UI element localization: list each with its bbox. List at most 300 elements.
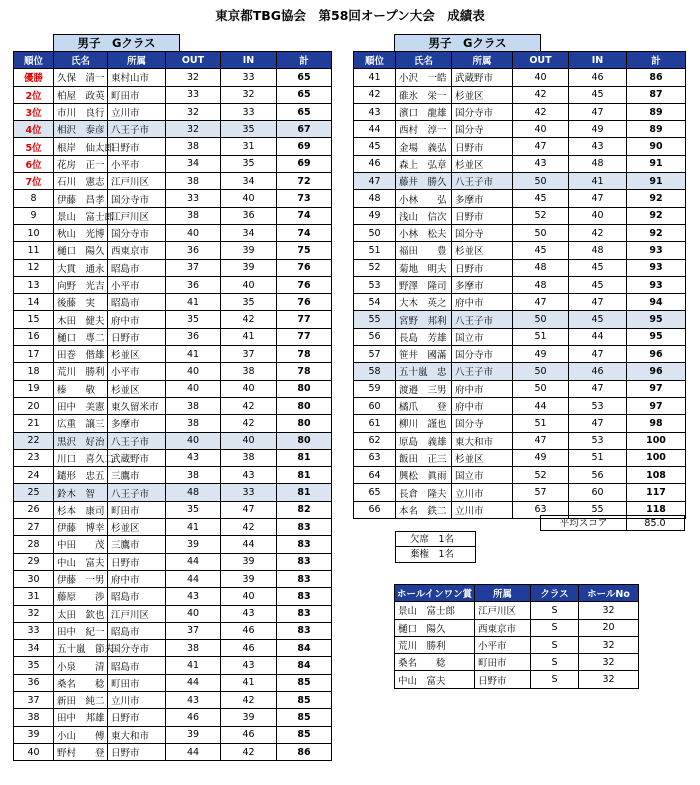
- in-cell: 43: [221, 467, 277, 484]
- out-cell: 57: [513, 484, 569, 501]
- rank-cell: 66: [354, 501, 396, 518]
- table-row: [14, 328, 332, 345]
- table-row: [354, 449, 686, 466]
- out-cell: 40: [513, 69, 569, 86]
- total-cell: 65: [277, 103, 332, 120]
- total-cell: 80: [277, 432, 332, 449]
- rank-cell: 63: [354, 449, 396, 466]
- total-cell: 69: [277, 155, 332, 172]
- hio-affiliation-cell: 日野市: [475, 671, 531, 688]
- out-cell: 50: [513, 173, 569, 190]
- in-cell: 37: [221, 346, 277, 363]
- name-cell: 長島 芳雄: [396, 328, 452, 345]
- table-row: [354, 380, 686, 397]
- in-cell: 43: [569, 138, 627, 155]
- name-cell: 榛 敬: [54, 380, 108, 397]
- affiliation-cell: 三鷹市: [108, 467, 166, 484]
- out-cell: 46: [166, 709, 221, 726]
- rank-cell: 51: [354, 242, 396, 259]
- in-cell: 42: [221, 415, 277, 432]
- page-title: 東京都TBG協会 第58回オープン大会 成績表: [215, 8, 485, 23]
- out-cell: 63: [513, 501, 569, 518]
- in-cell: 42: [221, 311, 277, 328]
- table-row: [395, 619, 639, 636]
- rank-cell: 30: [14, 570, 54, 587]
- affiliation-cell: 杉並区: [452, 155, 513, 172]
- hio-class-cell: S: [531, 671, 579, 688]
- total-cell: 86: [627, 69, 686, 86]
- affiliation-cell: 府中市: [452, 397, 513, 414]
- out-cell: 35: [166, 311, 221, 328]
- name-cell: 福田 豊: [396, 242, 452, 259]
- name-cell: 景山 富士郎: [54, 207, 108, 224]
- in-cell: 43: [221, 605, 277, 622]
- rank-cell: 33: [14, 622, 54, 639]
- out-cell: 43: [166, 449, 221, 466]
- hio-affiliation-cell: 西東京市: [475, 619, 531, 636]
- affiliation-cell: 国分寺市: [452, 103, 513, 120]
- affiliation-cell: 町田市: [108, 501, 166, 518]
- rank-cell: 41: [354, 69, 396, 86]
- out-cell: 41: [166, 346, 221, 363]
- in-cell: 47: [569, 294, 627, 311]
- col-hio-affiliation: 所属: [475, 585, 531, 602]
- affiliation-cell: 杉並区: [452, 86, 513, 103]
- rank-cell: 35: [14, 657, 54, 674]
- affiliation-cell: 国分寺: [452, 121, 513, 138]
- table-row: [354, 155, 686, 172]
- out-cell: 48: [513, 276, 569, 293]
- total-cell: 65: [277, 69, 332, 86]
- affiliation-cell: 町田市: [108, 674, 166, 691]
- in-cell: 40: [221, 588, 277, 605]
- rank-cell: 17: [14, 346, 54, 363]
- rank-cell: 55: [354, 311, 396, 328]
- total-cell: 77: [277, 311, 332, 328]
- rank-cell: 57: [354, 346, 396, 363]
- total-cell: 80: [277, 397, 332, 414]
- out-cell: 40: [166, 432, 221, 449]
- affiliation-cell: 国立市: [452, 467, 513, 484]
- name-cell: 西村 淳一: [396, 121, 452, 138]
- total-cell: 75: [277, 242, 332, 259]
- out-cell: 44: [166, 674, 221, 691]
- out-cell: 36: [166, 328, 221, 345]
- total-cell: 108: [627, 467, 686, 484]
- total-cell: 92: [627, 224, 686, 241]
- affiliation-cell: 立川市: [108, 691, 166, 708]
- affiliation-cell: 国分寺市: [108, 190, 166, 207]
- name-cell: 小沢 一皓: [396, 69, 452, 86]
- out-cell: 38: [166, 397, 221, 414]
- rank-cell: 24: [14, 467, 54, 484]
- name-cell: 後藤 実: [54, 294, 108, 311]
- table-row: [14, 103, 332, 120]
- out-cell: 38: [166, 173, 221, 190]
- in-cell: 47: [569, 190, 627, 207]
- total-cell: 84: [277, 657, 332, 674]
- table-row: [14, 588, 332, 605]
- in-cell: 34: [221, 173, 277, 190]
- hio-hole-cell: 32: [579, 654, 639, 671]
- affiliation-cell: 国分寺: [452, 415, 513, 432]
- out-cell: 44: [166, 743, 221, 760]
- in-cell: 35: [221, 294, 277, 311]
- in-cell: 40: [221, 432, 277, 449]
- table-row: [14, 346, 332, 363]
- out-cell: 36: [166, 276, 221, 293]
- table-row: [354, 484, 686, 501]
- table-row: [14, 155, 332, 172]
- affiliation-cell: 三鷹市: [108, 536, 166, 553]
- in-cell: 40: [221, 380, 277, 397]
- rank-cell: 65: [354, 484, 396, 501]
- in-cell: 32: [221, 86, 277, 103]
- name-cell: 五十嵐 節夫: [54, 640, 108, 657]
- table-row: [354, 86, 686, 103]
- in-cell: 33: [221, 484, 277, 501]
- in-cell: 39: [221, 570, 277, 587]
- table-row: [14, 467, 332, 484]
- affiliation-cell: 多摩市: [452, 190, 513, 207]
- affiliation-cell: 昭島市: [108, 622, 166, 639]
- rank-cell: 15: [14, 311, 54, 328]
- in-cell: 55: [569, 501, 627, 518]
- table-row: [14, 501, 332, 518]
- table-row: [354, 432, 686, 449]
- total-cell: 76: [277, 276, 332, 293]
- rank-cell: 8: [14, 190, 54, 207]
- in-cell: 42: [221, 691, 277, 708]
- name-cell: 藤井 勝久: [396, 173, 452, 190]
- rank-cell: 45: [354, 138, 396, 155]
- total-cell: 74: [277, 207, 332, 224]
- affiliation-cell: 国分寺市: [108, 224, 166, 241]
- total-cell: 81: [277, 449, 332, 466]
- table-row: [14, 449, 332, 466]
- affiliation-cell: 国分寺市: [452, 346, 513, 363]
- withdrawn-count: 棄権 1名: [395, 547, 476, 563]
- total-cell: 83: [277, 570, 332, 587]
- hio-class-cell: S: [531, 602, 579, 619]
- out-cell: 33: [166, 86, 221, 103]
- out-cell: 49: [513, 449, 569, 466]
- col-rank: 順位: [14, 52, 54, 69]
- out-cell: 44: [166, 553, 221, 570]
- table-row: [354, 363, 686, 380]
- total-cell: 92: [627, 207, 686, 224]
- out-cell: 38: [166, 415, 221, 432]
- total-cell: 96: [627, 346, 686, 363]
- rank-cell: 43: [354, 103, 396, 120]
- affiliation-cell: 杉並区: [108, 380, 166, 397]
- in-cell: 47: [569, 346, 627, 363]
- in-cell: 60: [569, 484, 627, 501]
- name-cell: 柏屋 政英: [54, 86, 108, 103]
- table-row: [14, 536, 332, 553]
- rank-cell: 59: [354, 380, 396, 397]
- rank-cell: 38: [14, 709, 54, 726]
- affiliation-cell: 日野市: [452, 207, 513, 224]
- total-cell: 65: [277, 86, 332, 103]
- affiliation-cell: 小平市: [108, 363, 166, 380]
- name-cell: 浅山 信次: [396, 207, 452, 224]
- rank-cell: 34: [14, 640, 54, 657]
- affiliation-cell: 八王子市: [452, 173, 513, 190]
- name-cell: 金場 義弘: [396, 138, 452, 155]
- total-cell: 83: [277, 622, 332, 639]
- total-cell: 94: [627, 294, 686, 311]
- affiliation-cell: 八王子市: [108, 121, 166, 138]
- affiliation-cell: 国分寺市: [108, 640, 166, 657]
- table-row: [354, 346, 686, 363]
- results-table-left: [13, 51, 332, 761]
- out-cell: 42: [513, 103, 569, 120]
- out-cell: 37: [166, 259, 221, 276]
- average-score-value: 85.0: [626, 515, 685, 531]
- affiliation-cell: 小平市: [108, 155, 166, 172]
- rank-cell: 4位: [14, 121, 54, 138]
- class-label-right: 男子 Gクラス: [394, 34, 541, 52]
- affiliation-cell: 府中市: [108, 311, 166, 328]
- table-row: [395, 654, 639, 671]
- table-row: [14, 242, 332, 259]
- rank-cell: 10: [14, 224, 54, 241]
- total-cell: 96: [627, 363, 686, 380]
- name-cell: 樋口 專二: [54, 328, 108, 345]
- total-cell: 93: [627, 242, 686, 259]
- hio-hole-cell: 20: [579, 619, 639, 636]
- out-cell: 50: [513, 380, 569, 397]
- total-cell: 78: [277, 346, 332, 363]
- out-cell: 37: [166, 622, 221, 639]
- table-row: [14, 311, 332, 328]
- rank-cell: 21: [14, 415, 54, 432]
- name-cell: 伊藤 博幸: [54, 519, 108, 536]
- hio-name-cell: 樋口 陽久: [395, 619, 475, 636]
- table-row: [354, 328, 686, 345]
- hio-class-cell: S: [531, 619, 579, 636]
- table-row: [354, 121, 686, 138]
- col-hio-hole: ホールNo: [579, 585, 639, 602]
- rank-cell: 27: [14, 519, 54, 536]
- name-cell: 田巻 偕雄: [54, 346, 108, 363]
- affiliation-cell: 江戸川区: [108, 173, 166, 190]
- out-cell: 33: [166, 190, 221, 207]
- affiliation-cell: 八王子市: [108, 484, 166, 501]
- name-cell: 中山 富夫: [54, 553, 108, 570]
- affiliation-cell: 多摩市: [108, 415, 166, 432]
- out-cell: 40: [166, 363, 221, 380]
- table-row: [14, 622, 332, 639]
- total-cell: 77: [277, 328, 332, 345]
- total-cell: 91: [627, 173, 686, 190]
- total-cell: 100: [627, 449, 686, 466]
- out-cell: 47: [513, 432, 569, 449]
- total-cell: 86: [277, 743, 332, 760]
- affiliation-cell: 府中市: [108, 570, 166, 587]
- out-cell: 43: [166, 588, 221, 605]
- in-cell: 51: [569, 449, 627, 466]
- hio-name-cell: 荒川 勝利: [395, 636, 475, 653]
- in-cell: 36: [221, 207, 277, 224]
- out-cell: 41: [166, 657, 221, 674]
- affiliation-cell: 東大和市: [108, 726, 166, 743]
- affiliation-cell: 昭島市: [108, 294, 166, 311]
- name-cell: 濱口 龍雄: [396, 103, 452, 120]
- table-row: [14, 363, 332, 380]
- table-row: [14, 709, 332, 726]
- col-out: OUT: [513, 52, 569, 69]
- col-name: 氏名: [396, 52, 452, 69]
- out-cell: 51: [513, 328, 569, 345]
- table-header-row: [395, 585, 639, 602]
- in-cell: 41: [221, 674, 277, 691]
- table-row: [14, 86, 332, 103]
- col-in: IN: [221, 52, 277, 69]
- affiliation-cell: 杉並区: [108, 519, 166, 536]
- table-row: [354, 415, 686, 432]
- hio-hole-cell: 32: [579, 636, 639, 653]
- out-cell: 48: [166, 484, 221, 501]
- affiliation-cell: 府中市: [452, 380, 513, 397]
- results-table-right: [353, 51, 686, 519]
- total-cell: 97: [627, 397, 686, 414]
- affiliation-cell: 国立市: [452, 328, 513, 345]
- total-cell: 117: [627, 484, 686, 501]
- table-row: [14, 121, 332, 138]
- rank-cell: 49: [354, 207, 396, 224]
- total-cell: 82: [277, 501, 332, 518]
- name-cell: 向野 光吉: [54, 276, 108, 293]
- name-cell: 伊藤 昌孝: [54, 190, 108, 207]
- name-cell: 本名 鉄二: [396, 501, 452, 518]
- out-cell: 44: [513, 397, 569, 414]
- out-cell: 49: [513, 346, 569, 363]
- out-cell: 50: [513, 224, 569, 241]
- out-cell: 42: [513, 86, 569, 103]
- name-cell: 長倉 隆夫: [396, 484, 452, 501]
- total-cell: 100: [627, 432, 686, 449]
- out-cell: 50: [513, 363, 569, 380]
- out-cell: 43: [513, 155, 569, 172]
- rank-cell: 56: [354, 328, 396, 345]
- rank-cell: 7位: [14, 173, 54, 190]
- rank-cell: 62: [354, 432, 396, 449]
- hio-hole-cell: 32: [579, 602, 639, 619]
- in-cell: 31: [221, 138, 277, 155]
- name-cell: 飯田 正三: [396, 449, 452, 466]
- name-cell: 鈴木 智: [54, 484, 108, 501]
- rank-cell: 2位: [14, 86, 54, 103]
- table-row: [354, 311, 686, 328]
- name-cell: 橘爪 登: [396, 397, 452, 414]
- table-row: [14, 691, 332, 708]
- in-cell: 45: [569, 276, 627, 293]
- name-cell: 碓氷 栄一: [396, 86, 452, 103]
- out-cell: 45: [513, 190, 569, 207]
- col-total: 計: [627, 52, 686, 69]
- in-cell: 53: [569, 397, 627, 414]
- in-cell: 40: [569, 207, 627, 224]
- affiliation-cell: 昭島市: [108, 259, 166, 276]
- table-row: [14, 69, 332, 86]
- total-cell: 89: [627, 121, 686, 138]
- name-cell: 桑名 稔: [54, 674, 108, 691]
- table-header-row: [354, 52, 686, 69]
- in-cell: 42: [221, 743, 277, 760]
- rank-cell: 20: [14, 397, 54, 414]
- name-cell: 田中 邦雄: [54, 709, 108, 726]
- in-cell: 47: [569, 415, 627, 432]
- table-row: [354, 207, 686, 224]
- rank-cell: 優勝: [14, 69, 54, 86]
- in-cell: 38: [221, 363, 277, 380]
- name-cell: 新田 純二: [54, 691, 108, 708]
- name-cell: 杉本 康司: [54, 501, 108, 518]
- total-cell: 69: [277, 138, 332, 155]
- name-cell: 中田 茂: [54, 536, 108, 553]
- in-cell: 44: [569, 328, 627, 345]
- average-score: [540, 515, 685, 531]
- rank-cell: 40: [14, 743, 54, 760]
- table-row: [354, 242, 686, 259]
- affiliation-cell: 八王子市: [452, 363, 513, 380]
- rank-cell: 50: [354, 224, 396, 241]
- out-cell: 50: [513, 311, 569, 328]
- table-row: [354, 397, 686, 414]
- in-cell: 35: [221, 121, 277, 138]
- hio-affiliation-cell: 江戸川区: [475, 602, 531, 619]
- total-cell: 73: [277, 190, 332, 207]
- table-row: [14, 657, 332, 674]
- affiliation-cell: 東大和市: [452, 432, 513, 449]
- hole-in-one-table: [394, 584, 639, 689]
- table-row: [354, 467, 686, 484]
- out-cell: 38: [166, 138, 221, 155]
- out-cell: 34: [166, 155, 221, 172]
- total-cell: 85: [277, 691, 332, 708]
- name-cell: 宮野 邦利: [396, 311, 452, 328]
- rank-cell: 53: [354, 276, 396, 293]
- out-cell: 47: [513, 138, 569, 155]
- in-cell: 46: [221, 726, 277, 743]
- in-cell: 56: [569, 467, 627, 484]
- affiliation-cell: 八王子市: [452, 311, 513, 328]
- name-cell: 田中 紀一: [54, 622, 108, 639]
- rank-cell: 39: [14, 726, 54, 743]
- rank-cell: 18: [14, 363, 54, 380]
- name-cell: 小林 弘: [396, 190, 452, 207]
- rank-cell: 36: [14, 674, 54, 691]
- in-cell: 41: [569, 173, 627, 190]
- table-row: [354, 276, 686, 293]
- name-cell: 原島 義雄: [396, 432, 452, 449]
- hio-name-cell: 中山 富夫: [395, 671, 475, 688]
- average-score-label: 平均スコア: [540, 515, 627, 531]
- affiliation-cell: 江戸川区: [108, 207, 166, 224]
- out-cell: 44: [166, 570, 221, 587]
- name-cell: 渡邉 三男: [396, 380, 452, 397]
- table-row: [14, 605, 332, 622]
- table-row: [354, 259, 686, 276]
- out-cell: 38: [166, 207, 221, 224]
- total-cell: 89: [627, 103, 686, 120]
- affiliation-cell: 杉並区: [452, 242, 513, 259]
- out-cell: 41: [166, 519, 221, 536]
- out-cell: 38: [166, 640, 221, 657]
- in-cell: 40: [221, 276, 277, 293]
